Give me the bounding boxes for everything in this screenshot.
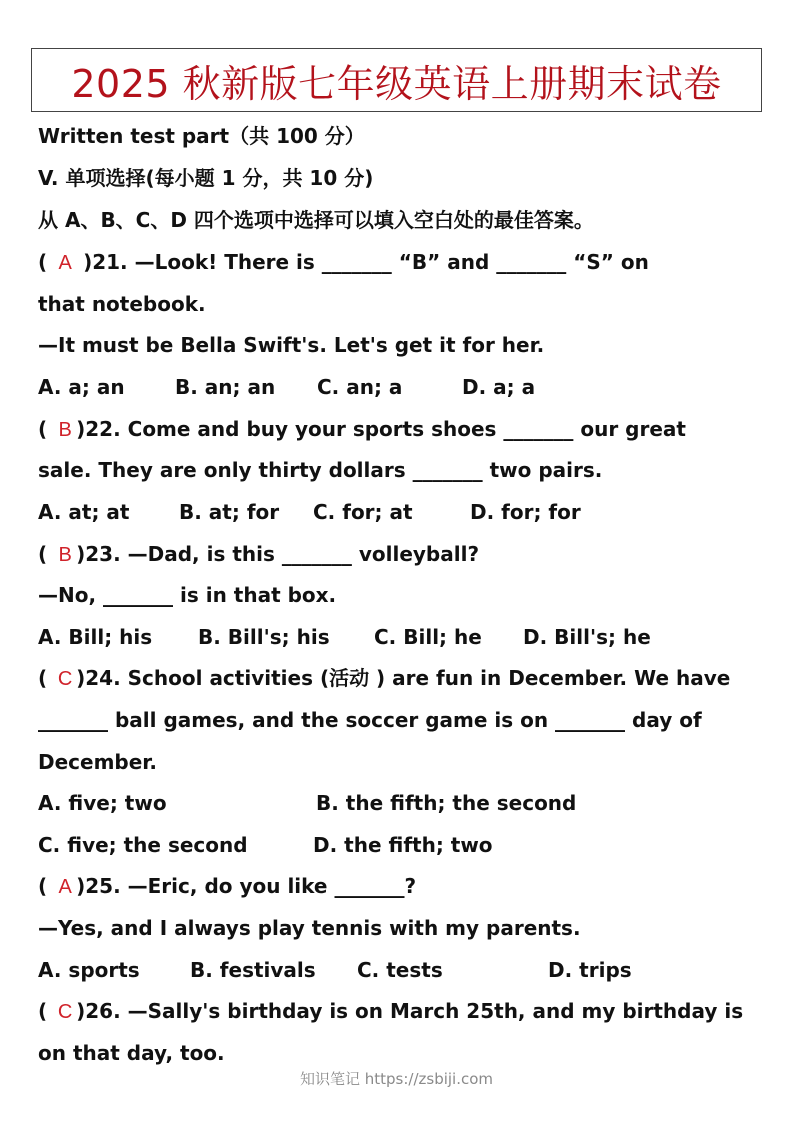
question-26-line-1: ( C )26. —Sally's birthday is on March 25th, and my birthday is (38, 997, 743, 1026)
question-21-line-3: —It must be Bella Swift's. Let's get it for her. (38, 333, 545, 357)
option-21-c: C. an; a (317, 375, 403, 399)
answer-25: A (58, 876, 72, 898)
option-22-d: D. for; for (470, 500, 581, 524)
option-23-c: C. Bill; he (374, 625, 482, 649)
exam-title: 2025 秋新版七年级英语上册期末试卷 (71, 61, 722, 106)
option-23-a: A. Bill; his (38, 625, 153, 649)
option-22-a: A. at; at (38, 500, 130, 524)
question-24-line-2: _______ ball games, and the soccer game is on _______ day of (38, 708, 702, 732)
question-21-line-1: ( A )21. —Look! There is _______ “B” and _______ “S” on (38, 248, 649, 277)
answer-23: B (58, 544, 72, 566)
option-25-a: A. sports (38, 958, 140, 982)
question-25-line-2: —Yes, and I always play tennis with my parents. (38, 916, 581, 940)
question-24-line-1: ( C )24. School activities (活动 ) are fun in December. We have (38, 664, 730, 693)
part-heading: Written test part（共 100 分） (38, 124, 365, 148)
option-25-c: C. tests (357, 958, 443, 982)
question-26-line-2: on that day, too. (38, 1041, 225, 1065)
option-25-b: B. festivals (190, 958, 316, 982)
question-25-line-1: ( A )25. —Eric, do you like _______? (38, 872, 416, 901)
option-24-c: C. five; the second (38, 833, 248, 857)
option-25-d: D. trips (548, 958, 632, 982)
title-box (31, 48, 762, 112)
option-21-d: D. a; a (462, 375, 536, 399)
section-heading: V. 单项选择(每小题 1 分，共 10 分) (38, 166, 374, 190)
footer-watermark: 知识笔记 https://zsbiji.com (299, 1070, 494, 1088)
question-21-line-2: that notebook. (38, 292, 206, 316)
answer-26: C (57, 1001, 73, 1023)
question-23-line-2: —No, _______ is in that box. (38, 583, 337, 607)
answer-24: C (57, 668, 73, 690)
instruction: 从 A、B、C、D 四个选项中选择可以填入空白处的最佳答案。 (38, 208, 594, 232)
option-23-b: B. Bill's; his (198, 625, 330, 649)
option-22-b: B. at; for (179, 500, 280, 524)
option-24-b: B. the fifth; the second (316, 791, 577, 815)
option-22-c: C. for; at (313, 500, 413, 524)
option-21-a: A. a; an (38, 375, 125, 399)
question-22-line-1: ( B )22. Come and buy your sports shoes _______ our great (38, 415, 686, 444)
question-24-line-3: December. (38, 750, 157, 774)
answer-22: B (58, 419, 72, 441)
question-22-line-2: sale. They are only thirty dollars _______ two pairs. (38, 458, 603, 482)
question-23-line-1: ( B )23. —Dad, is this _______ volleyball? (38, 540, 479, 569)
answer-21: A (58, 252, 72, 274)
option-24-d: D. the fifth; two (313, 833, 493, 857)
option-24-a: A. five; two (38, 791, 167, 815)
option-23-d: D. Bill's; he (523, 625, 651, 649)
option-21-b: B. an; an (175, 375, 276, 399)
